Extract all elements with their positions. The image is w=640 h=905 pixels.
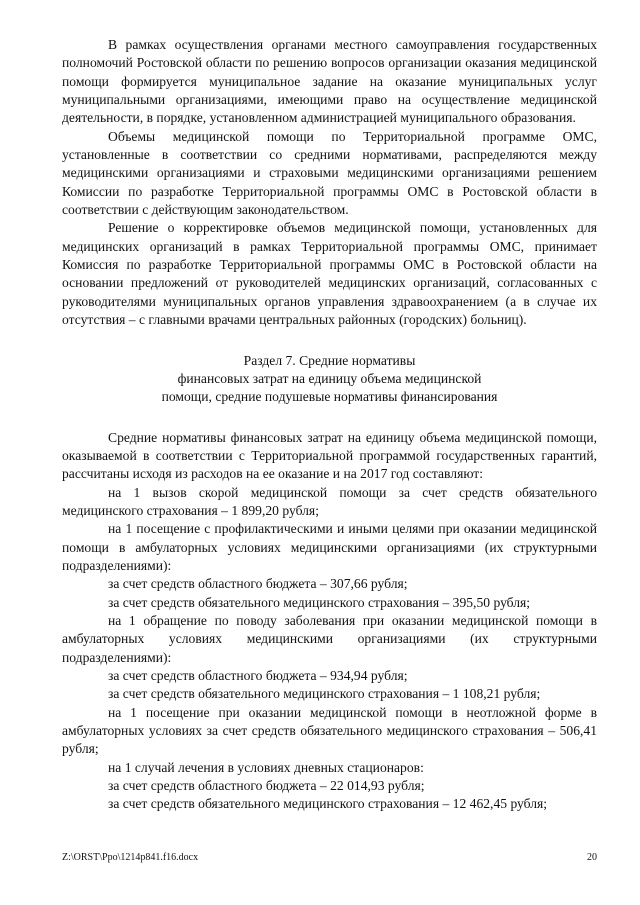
paragraph-volumes-distribution: Объемы медицинской помощи по Территориальной программе ОМС, установленные в соответствии со средними нормативами, распределяются между медицинскими организациями и страховыми медицинскими организациями решением Комиссии по разработке Территориальной программы ОМС в Ростовской области в соответствии с действующим законодательством. xyxy=(62,128,597,218)
norm-preventive-regional-budget: за счет средств областного бюджета – 307,66 рубля; xyxy=(108,576,408,592)
norm-preventive-visit: на 1 посещение с профилактическими и иными целями при оказании медицинской помощи в амбулаторных условиях медицинскими организациями (их структурными подразделениями): xyxy=(62,521,597,573)
norm-ambulance-call: на 1 вызов скорой медицинской помощи за счет средств обязательного медицинского страхования – 1 899,20 рубля; xyxy=(62,484,597,518)
norm-day-hospital-oms: за счет средств обязательного медицинского страхования – 12 462,45 рубля; xyxy=(108,796,548,812)
page-number: 20 xyxy=(587,852,597,863)
paragraph-municipal-task: В рамках осуществления органами местного самоуправления государственных полномочий Ростовской области по решению вопросов организации оказания медицинской помощи формируется муниципальное задание на оказание муниципальных услуг муниципальными организациями, имеющими право на осуществление медицинской деятельности, в порядке, установленном администрацией муниципального образования. xyxy=(62,37,597,126)
paragraph-norms-intro: Средние нормативы финансовых затрат на единицу объема медицинской помощи, оказываемой в соответствии с Территориальной программой государственных гарантий, рассчитаны исходя из расходов на ее оказание и на 2017 год составляют: xyxy=(62,429,597,482)
norm-appeal-oms: за счет средств обязательного медицинского страхования – 1 108,21 рубля; xyxy=(108,686,541,702)
section-heading xyxy=(62,352,597,407)
norm-disease-appeal: на 1 обращение по поводу заболевания при оказании медицинской помощи в амбулаторных условиях медицинскими организациями (их структурными подразделениями): xyxy=(62,612,597,665)
norm-appeal-regional-budget: за счет средств областного бюджета – 934,94 рубля; xyxy=(108,668,408,683)
section-title-line-3: помощи, средние подушевые нормативы финансирования xyxy=(161,389,498,405)
norm-day-hospital: на 1 случай лечения в условиях дневных стационаров: xyxy=(108,759,424,775)
paragraph-volume-correction: Решение о корректировке объемов медицинской помощи, установленных для медицинских организаций в рамках Территориальной программы ОМС, принимает Комиссия по разработке Территориальной программы ОМС в Ростовской области на основании предложений от руководителей медицинских организаций, согласованных с руководителями муниципальных органов управления здравоохранением (а в случае их отсутствия – с главными врачами центральных районных (городских) больниц). xyxy=(62,220,597,328)
norm-day-hospital-regional-budget: за счет средств областного бюджета – 22 014,93 рубля; xyxy=(108,778,425,794)
file-path: Z:\ORST\Ppo\1214p841.f16.docx xyxy=(62,852,199,863)
section-title-line-2: финансовых затрат на единицу объема медицинской xyxy=(177,370,482,386)
page-content xyxy=(62,36,597,814)
norm-preventive-oms: за счет средств обязательного медицинского страхования – 395,50 рубля; xyxy=(108,594,531,610)
section-title-line-1: Раздел 7. Средние нормативы xyxy=(243,352,416,368)
norm-urgent-visit: на 1 посещение при оказании медицинской помощи в неотложной форме в амбулаторных условиях за счет средств обязательного медицинского страхования – 506,41 рубля; xyxy=(62,704,597,757)
